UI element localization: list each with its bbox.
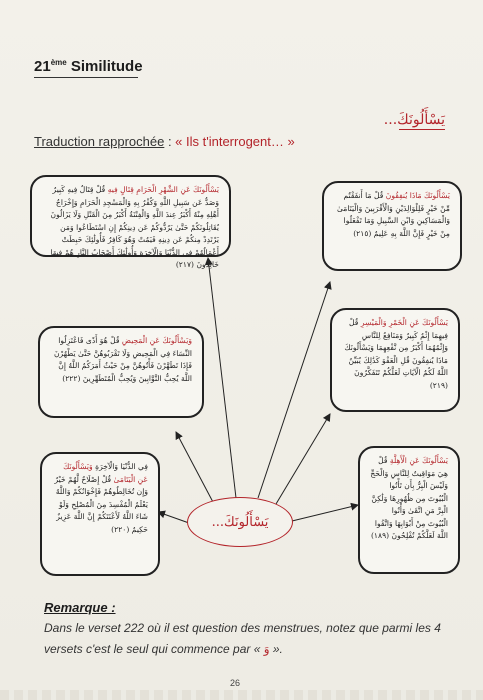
verse-189-highlight: يَسْأَلُونَكَ عَنِ الْأَهِلَّةِ xyxy=(389,456,448,465)
verse-189-number: (١٨٩) xyxy=(370,531,390,540)
translation-line: Traduction rapprochée : « Ils t'interrogent… » xyxy=(34,134,295,149)
verse-189-text: قُلْ هِيَ مَوَاقِيتُ لِلنَّاسِ وَالْحَجِّ وَلَيْسَ الْبِرُّ بِأَن تَأْتُوا الْبُيُوتَ مِن ظُهُورِهَا وَلَٰكِنَّ الْبِرَّ مَنِ اتَّقَىٰ وَأْتُوا الْبُيُوتَ مِنْ أَبْوَابِهَا وَاتَّقُوا اللَّهَ لَعَلَّكُمْ تُفْلِحُونَ xyxy=(370,456,448,540)
verse-220-highlight: وَيَسْأَلُونَكَ عَنِ الْيَتَامَىٰ xyxy=(63,462,148,484)
verse-222-text: قُلْ هُوَ أَذًى فَاعْتَزِلُوا النِّسَاءَ فِي الْمَحِيضِ وَلَا تَقْرَبُوهُنَّ حَتَّىٰ يَطْهُرْنَ فَإِذَا تَطَهَّرْنَ فَأْتُوهُنَّ مِنْ حَيْثُ أَمَرَكُمُ اللَّهُ إِنَّ اللَّهَ يُحِبُّ التَّوَّابِينَ وَيُحِبُّ الْمُتَطَهِّرِينَ xyxy=(53,336,192,383)
translation-label: Traduction rapprochée xyxy=(34,134,165,149)
verse-215-number: (٢١٥) xyxy=(353,228,372,238)
verse-222-number: (٢٢٢) xyxy=(62,373,81,383)
verse-box-215 xyxy=(322,181,462,271)
remark-text-before: Dans le verset 222 où il est question des menstrues, notez que parmi les 4 versets c'est le seul qui commence par « xyxy=(44,621,441,656)
verse-217-number: (٢١٧) xyxy=(175,260,195,269)
verse-222-highlight: وَيَسْأَلُونَكَ عَنِ الْمَحِيضِ xyxy=(121,336,192,345)
arabic-keyword: يَسْأَلُونَكَ... xyxy=(383,112,445,128)
verse-219-text: قُلْ فِيهِمَا إِثْمٌ كَبِيرٌ وَمَنَافِعُ لِلنَّاسِ وَإِثْمُهُمَا أَكْبَرُ مِن نَّفْعِهِمَا وَيَسْأَلُونَكَ مَاذَا يُنفِقُونَ قُلِ الْعَفْوَ كَذَٰلِكَ يُبَيِّنُ اللَّهُ لَكُمُ الْآيَاتِ لَعَلَّكُمْ تَتَفَكَّرُونَ xyxy=(344,318,448,377)
heading-suffix: ème xyxy=(50,58,67,67)
verse-box-189 xyxy=(358,446,460,574)
remark-title: Remarque : xyxy=(44,600,116,615)
verse-box-217 xyxy=(30,175,231,269)
page-number: 26 xyxy=(230,678,241,688)
remark-arabic-letter: وَ xyxy=(263,642,270,656)
verse-box-220 xyxy=(40,452,160,576)
remark-text-after: ». xyxy=(269,642,283,656)
arrow-to-bot-left xyxy=(158,512,189,523)
arrow-to-bot-right xyxy=(292,505,358,521)
verse-215-highlight: يَسْأَلُونَكَ مَاذَا يُنفِقُونَ xyxy=(385,191,450,200)
verse-215-text: قُلْ مَا أَنفَقْتُم مِّنْ خَيْرٍ فَلِلْوَالِدَيْنِ وَالْأَقْرَبِينَ وَالْيَتَامَىٰ وَالْمَسَاكِينِ وَابْنِ السَّبِيلِ وَمَا تَفْعَلُوا مِنْ خَيْرٍ فَإِنَّ اللَّهَ بِهِ عَلِيمٌ xyxy=(336,191,450,238)
verse-220-number: (٢٢٠) xyxy=(111,524,130,534)
verse-220-prefix: فِي الدُّنْيَا وَالْآخِرَةِ xyxy=(92,462,148,471)
arrow-to-top-left xyxy=(208,258,236,498)
verse-box-219 xyxy=(330,308,460,412)
arrow-to-top-right xyxy=(258,282,330,498)
verse-217-text: قُلْ قِتَالٌ فِيهِ كَبِيرٌ وَصَدٌّ عَن سَبِيلِ اللَّهِ وَكُفْرٌ بِهِ وَالْمَسْجِدِ الْحَرَامِ وَإِخْرَاجُ أَهْلِهِ مِنْهُ أَكْبَرُ عِندَ اللَّهِ وَالْفِتْنَةُ أَكْبَرُ مِنَ الْقَتْلِ وَلَا يَزَالُونَ يُقَاتِلُونَكُمْ حَتَّىٰ يَرُدُّوكُمْ عَن دِينِكُمْ إِنِ اسْتَطَاعُوا وَمَن يَرْتَدِدْ مِنكُمْ عَن دِينِهِ فَيَمُتْ وَهُوَ كَافِرٌ فَأُولَٰئِكَ حَبِطَتْ أَعْمَالُهُمْ فِي الدُّنْيَا وَالْآخِرَةِ وَأُولَٰئِكَ أَصْحَابُ النَّارِ هُمْ فِيهَا خَالِدُونَ xyxy=(50,185,219,269)
verse-219-highlight: يَسْأَلُونَكَ عَنِ الْخَمْرِ وَالْمَيْسِرِ xyxy=(360,318,448,327)
verse-217-highlight: يَسْأَلُونَكَ عَنِ الشَّهْرِ الْحَرَامِ قِتَالٍ فِيهِ xyxy=(107,185,219,194)
remark-text xyxy=(44,618,459,660)
bottom-ornament xyxy=(0,690,483,700)
translation-quote: « Ils t'interrogent… » xyxy=(175,134,295,149)
arrow-to-mid-left xyxy=(176,432,214,504)
verse-box-222 xyxy=(38,326,204,418)
heading-number: 21 xyxy=(34,58,51,75)
verse-220-text: قُلْ إِصْلَاحٌ لَّهُمْ خَيْرٌ وَإِن تُخَالِطُوهُمْ فَإِخْوَانُكُمْ وَاللَّهُ يَعْلَمُ الْمُفْسِدَ مِنَ الْمُصْلِحِ وَلَوْ شَاءَ اللَّهُ لَأَعْنَتَكُمْ إِنَّ اللَّهَ عَزِيزٌ حَكِيمٌ xyxy=(54,474,148,534)
central-oval xyxy=(187,497,293,547)
verse-219-number: (٢١٩) xyxy=(429,380,448,390)
arrow-to-mid-right xyxy=(276,414,330,504)
heading-title: Similitude xyxy=(70,58,143,75)
central-oval-label: يَسْأَلُونَكَ... xyxy=(211,514,269,530)
